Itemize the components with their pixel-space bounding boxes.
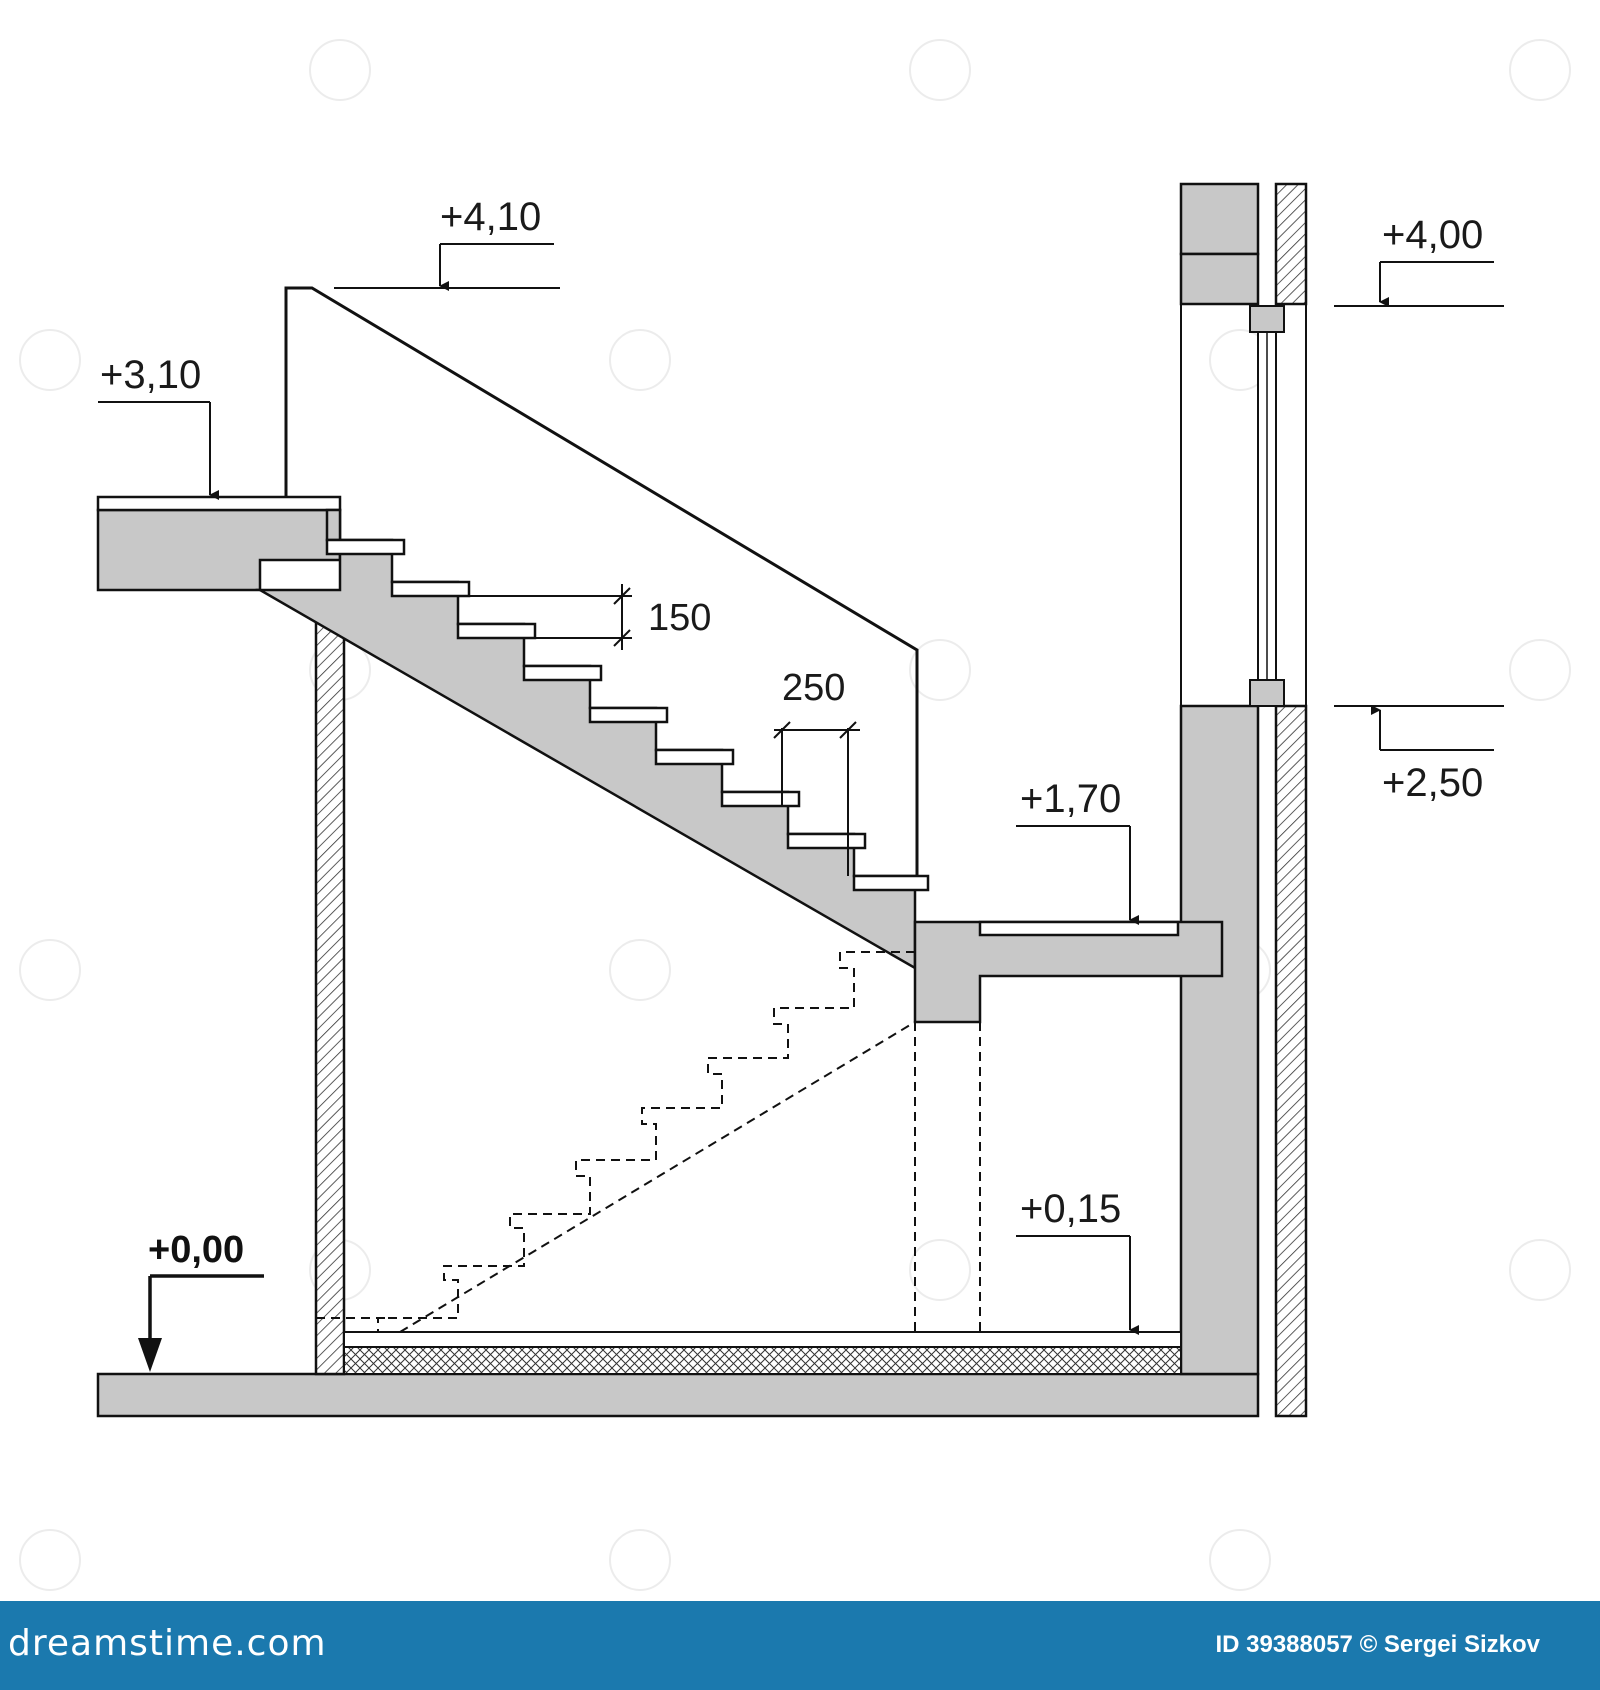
upper-floor-slab: [98, 510, 340, 590]
level-label-4-00: +4,00: [1382, 213, 1484, 257]
level-mark-lower-floor: [1016, 1187, 1130, 1330]
landing-finish: [980, 922, 1178, 935]
level-label-1-70: +1,70: [1020, 777, 1122, 821]
riser-height-label: 150: [648, 597, 712, 639]
upper-floor-finish: [98, 497, 340, 510]
left-wall: [316, 618, 344, 1374]
level-label-2-50: +2,50: [1382, 761, 1484, 805]
right-concrete-wall: [1181, 706, 1258, 1374]
footer-bar: [0, 1601, 1600, 1690]
dashed-lower-stair: [316, 952, 980, 1332]
level-mark-ground: [138, 1229, 264, 1372]
level-mark-landing: [1016, 777, 1130, 920]
floor-insulation: [344, 1347, 1181, 1374]
outer-hatched-wall: [1276, 184, 1306, 304]
tread-depth-label: 250: [782, 667, 846, 709]
footer-logo[interactable]: dreamstime.com: [8, 1623, 327, 1664]
lintel-lower: [1181, 254, 1258, 304]
window: [1181, 304, 1306, 706]
floor-finish: [344, 1332, 1181, 1347]
stair-treads: [327, 540, 928, 890]
stair-flight: [260, 510, 915, 968]
level-label-0-15: +0,15: [1020, 1187, 1122, 1231]
level-mark-upper-floor: [98, 353, 210, 495]
level-label-4-10: +4,10: [440, 195, 542, 239]
level-mark-window-sill: [1334, 706, 1504, 805]
level-mark-window-top: [1334, 213, 1504, 306]
level-label-0-00: +0,00: [148, 1229, 245, 1271]
ground-slab: [98, 1374, 1258, 1416]
landing-slab: [915, 922, 1222, 1022]
level-label-3-10: +3,10: [100, 353, 202, 397]
footer-credit: ID 39388057 © Sergei Sizkov: [1215, 1631, 1540, 1658]
level-mark-top-of-railing: [334, 195, 560, 288]
outer-hatched-wall-lower: [1276, 706, 1306, 1416]
lintel-upper: [1181, 184, 1258, 254]
